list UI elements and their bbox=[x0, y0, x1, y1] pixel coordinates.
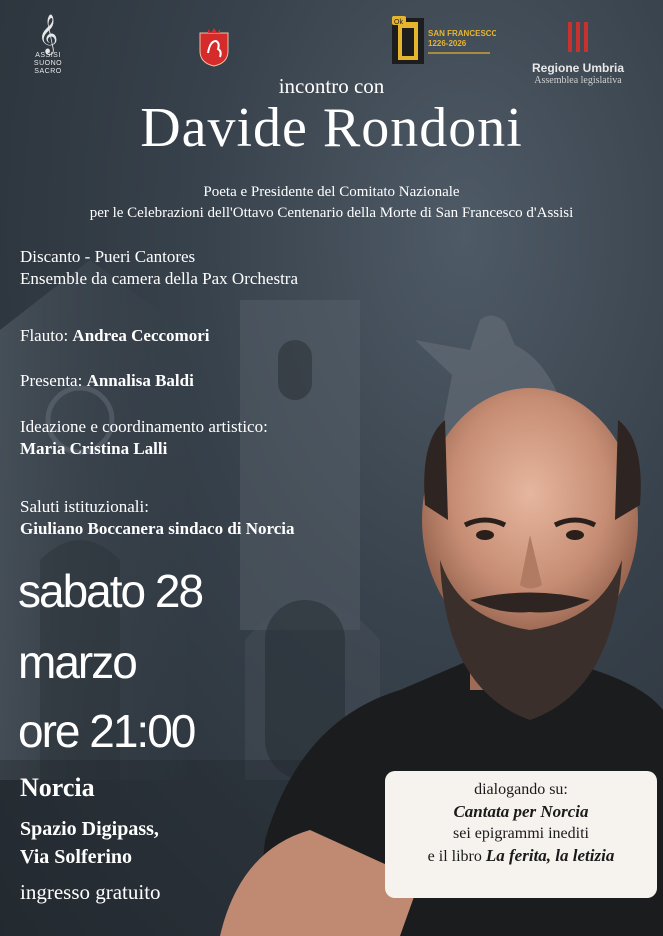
flute-credit bbox=[20, 325, 209, 347]
role-line-2: per le Celebrazioni dell'Ottavo Centenario della Morte di San Francesco d'Assisi bbox=[89, 205, 574, 221]
umbria-name: Regione Umbria bbox=[531, 61, 624, 75]
performers-line-2: Ensemble da camera della Pax Orchestra bbox=[20, 269, 299, 288]
dialog-topics-box bbox=[385, 771, 657, 898]
event-venue bbox=[20, 815, 159, 871]
treble-clef-icon: 𝄞 bbox=[37, 16, 59, 53]
host-credit bbox=[20, 370, 194, 392]
norcia-coat-of-arms-icon bbox=[198, 27, 230, 67]
concept-name: Maria Cristina Lalli bbox=[20, 439, 168, 458]
event-time: ore 21:00 bbox=[18, 705, 195, 757]
speaker-role bbox=[0, 182, 663, 224]
greetings-credit bbox=[20, 496, 295, 540]
greetings-label: Saluti istituzionali: bbox=[20, 497, 149, 516]
san-francesco-mark-icon bbox=[392, 16, 496, 68]
umbria-bars-icon bbox=[567, 22, 589, 52]
performers-line-1: Discanto - Pueri Cantores bbox=[20, 247, 196, 266]
dialog-line-4-prefix: e il libro bbox=[427, 848, 486, 865]
concept-credit bbox=[20, 416, 268, 460]
entry-info: ingresso gratuito bbox=[20, 880, 161, 904]
venue-line-2: Via Solferino bbox=[20, 846, 133, 868]
logo-line-2: SUONO bbox=[33, 60, 63, 67]
role-line-1: Poeta e Presidente del Comitato Nazionale bbox=[203, 184, 460, 200]
venue-line-1: Spazio Digipass, bbox=[20, 818, 159, 840]
host-name: Annalisa Baldi bbox=[86, 371, 194, 390]
assisi-suono-sacro-logo bbox=[28, 18, 68, 76]
dialog-intro: dialogando su: bbox=[474, 781, 568, 798]
san-francesco-centenary-logo bbox=[392, 16, 496, 68]
dialog-line-3: sei epigrammi inediti bbox=[453, 825, 589, 842]
performers bbox=[20, 246, 298, 290]
dialog-book-title: La ferita, la letizia bbox=[485, 846, 615, 865]
speaker-name: Davide Rondoni bbox=[140, 97, 523, 159]
greetings-name: Giuliano Boccanera sindaco di Norcia bbox=[20, 519, 295, 538]
dialog-line-4 bbox=[385, 845, 657, 868]
sf-badge: Ok bbox=[394, 19, 403, 26]
event-city: Norcia bbox=[20, 773, 95, 802]
sf-years: 1226-2026 bbox=[428, 39, 467, 48]
logo-line-3: SACRO bbox=[34, 68, 62, 75]
intro-text: incontro con bbox=[278, 74, 385, 98]
umbria-subtitle: Assemblea legislativa bbox=[534, 75, 622, 86]
flute-name: Andrea Ceccomori bbox=[72, 326, 210, 345]
sf-title: SAN FRANCESCO bbox=[428, 29, 496, 38]
event-date-line-2: marzo bbox=[18, 636, 136, 688]
dialog-title: Cantata per Norcia bbox=[453, 802, 589, 821]
logo-line-1: ASSISI bbox=[35, 52, 61, 59]
flute-label: Flauto: bbox=[20, 326, 73, 345]
concept-label: Ideazione e coordinamento artistico: bbox=[20, 417, 268, 436]
host-label: Presenta: bbox=[20, 371, 87, 390]
event-date-line-1: sabato 28 bbox=[18, 565, 203, 617]
